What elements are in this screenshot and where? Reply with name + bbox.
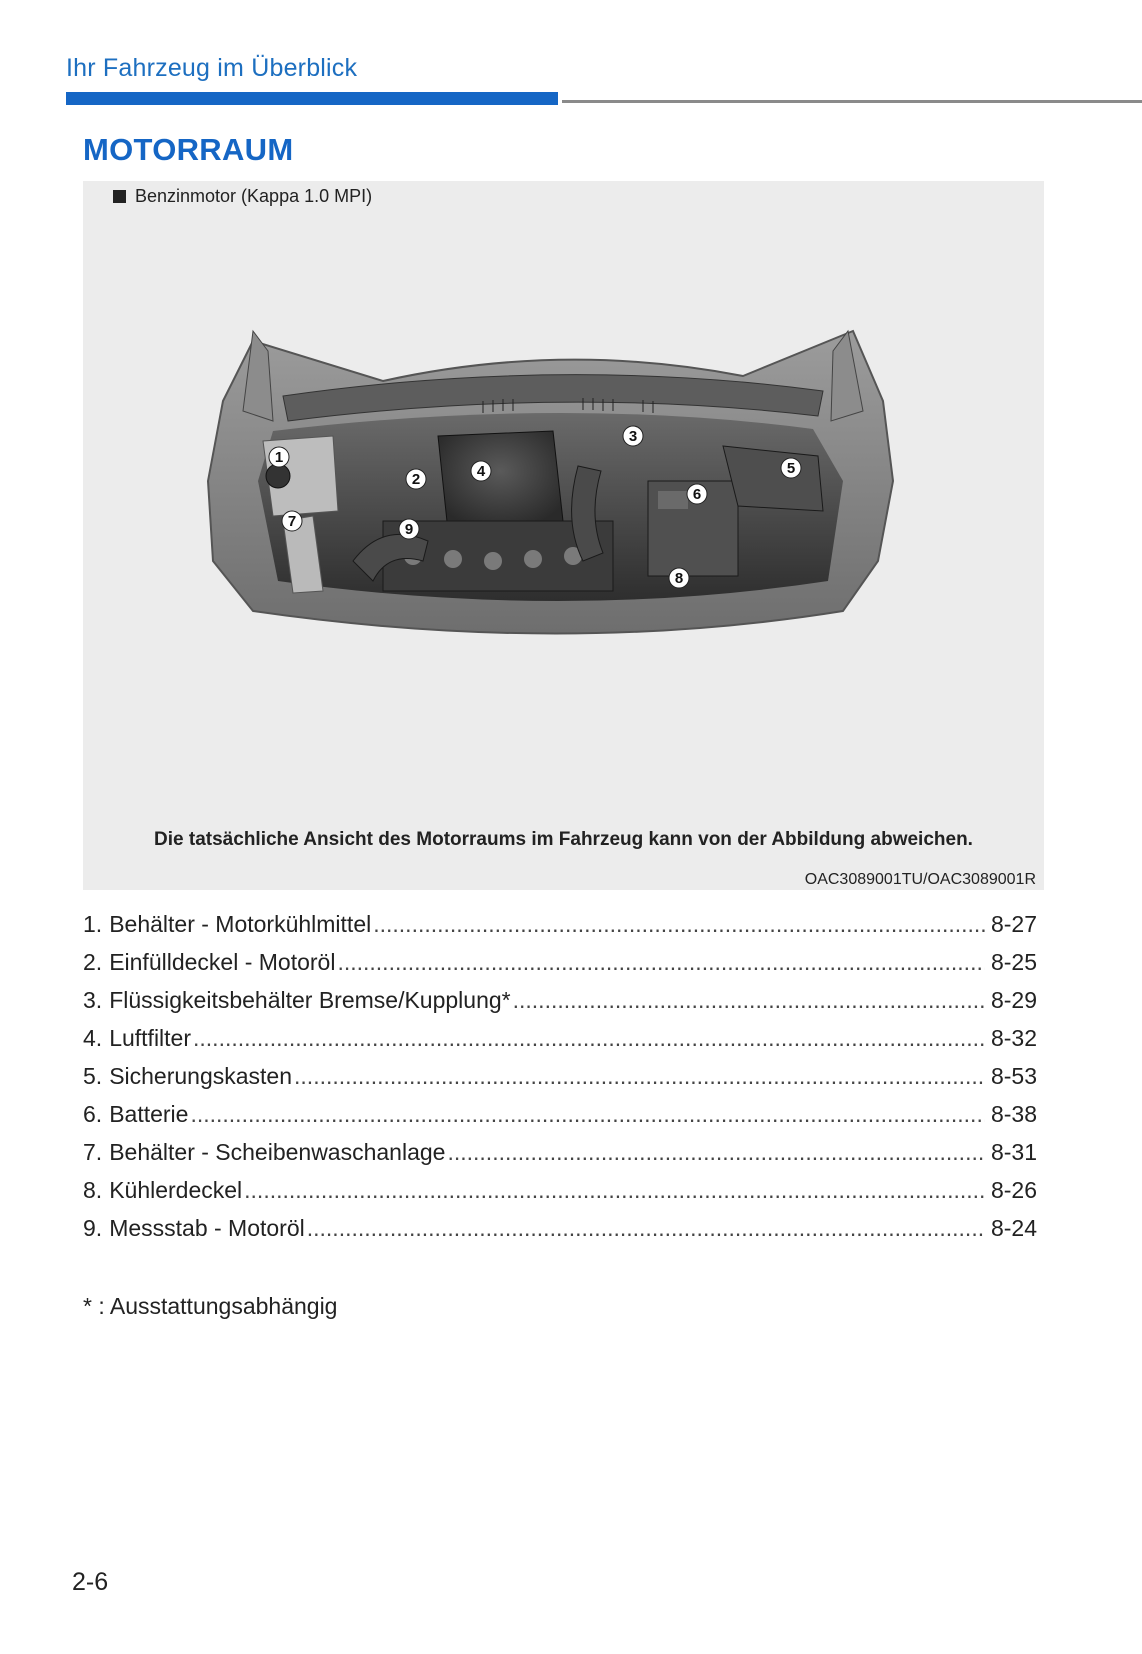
page-title: MOTORRAUM <box>83 132 294 167</box>
component-list <box>83 911 1037 1253</box>
section-header: Ihr Fahrzeug im Überblick <box>66 54 358 82</box>
item-label: Batterie <box>109 1101 189 1127</box>
item-page-ref: 8-25 <box>990 949 1037 975</box>
item-number: 3. <box>83 987 103 1013</box>
dot-leader <box>337 949 985 976</box>
svg-text:6: 6 <box>692 486 702 503</box>
item-label: Kühlerdeckel <box>109 1177 243 1203</box>
item-label: Einfülldeckel - Motoröl <box>109 949 336 975</box>
item-page-ref: 8-27 <box>990 911 1037 937</box>
svg-text:7: 7 <box>287 513 297 530</box>
list-item <box>83 1101 1037 1139</box>
item-number: 1. <box>83 911 103 937</box>
callout-3 <box>623 426 643 446</box>
item-page-ref: 8-53 <box>990 1063 1037 1089</box>
figure-label-text: Benzinmotor (Kappa 1.0 MPI) <box>135 186 373 206</box>
svg-text:3: 3 <box>628 428 638 445</box>
header-bar-gray <box>562 100 1142 103</box>
list-item <box>83 1215 1037 1253</box>
item-number: 9. <box>83 1215 103 1241</box>
item-label: Flüssigkeitsbehälter Bremse/Kupplung* <box>109 987 511 1013</box>
dot-leader <box>307 1215 985 1242</box>
page-number: 2-6 <box>72 1568 109 1596</box>
list-item <box>83 1139 1037 1177</box>
item-page-ref: 8-24 <box>990 1215 1037 1241</box>
list-item <box>83 1177 1037 1215</box>
item-label: Sicherungskasten <box>109 1063 293 1089</box>
item-number: 4. <box>83 1025 103 1051</box>
callout-1 <box>269 447 289 467</box>
item-label: Behälter - Scheibenwaschanlage <box>109 1139 446 1165</box>
item-label: Luftfilter <box>109 1025 192 1051</box>
item-page-ref: 8-26 <box>990 1177 1037 1203</box>
svg-text:4: 4 <box>476 463 486 480</box>
list-item <box>83 1025 1037 1063</box>
figure-code: OAC3089001TU/OAC3089001R <box>804 871 1036 888</box>
svg-text:2: 2 <box>411 471 421 488</box>
item-page-ref: 8-31 <box>990 1139 1037 1165</box>
callout-4 <box>471 461 491 481</box>
callout-5 <box>781 458 801 478</box>
header-bar-blue <box>66 92 558 105</box>
svg-text:8: 8 <box>674 570 684 587</box>
callout-7 <box>282 511 302 531</box>
dot-leader <box>294 1063 985 1090</box>
engine-figure <box>83 181 1044 890</box>
callout-8 <box>669 568 689 588</box>
dot-leader <box>447 1139 985 1166</box>
item-label: Behälter - Motorkühlmittel <box>109 911 372 937</box>
item-number: 6. <box>83 1101 103 1127</box>
dot-leader <box>193 1025 985 1052</box>
dot-leader <box>373 911 985 938</box>
item-number: 8. <box>83 1177 103 1203</box>
list-item <box>83 987 1037 1025</box>
item-label: Messstab - Motoröl <box>109 1215 305 1241</box>
list-item <box>83 949 1037 987</box>
svg-text:9: 9 <box>404 521 414 538</box>
dot-leader <box>513 987 985 1014</box>
list-item <box>83 911 1037 949</box>
dot-leader <box>244 1177 985 1204</box>
callout-9 <box>399 519 419 539</box>
engine-bay-illustration <box>83 181 1044 890</box>
svg-text:5: 5 <box>786 460 796 477</box>
callout-2 <box>406 469 426 489</box>
figure-note: Die tatsächliche Ansicht des Motorraums im Fahrzeug kann von der Abbildung abweichen. <box>154 829 973 850</box>
list-item <box>83 1063 1037 1101</box>
item-number: 7. <box>83 1139 103 1165</box>
footnote: * : Ausstattungsabhängig <box>83 1293 338 1319</box>
svg-text:1: 1 <box>274 449 284 466</box>
dot-leader <box>190 1101 985 1128</box>
callout-6 <box>687 484 707 504</box>
item-number: 5. <box>83 1063 103 1089</box>
item-page-ref: 8-38 <box>990 1101 1037 1127</box>
item-page-ref: 8-29 <box>990 987 1037 1013</box>
item-number: 2. <box>83 949 103 975</box>
item-page-ref: 8-32 <box>990 1025 1037 1051</box>
